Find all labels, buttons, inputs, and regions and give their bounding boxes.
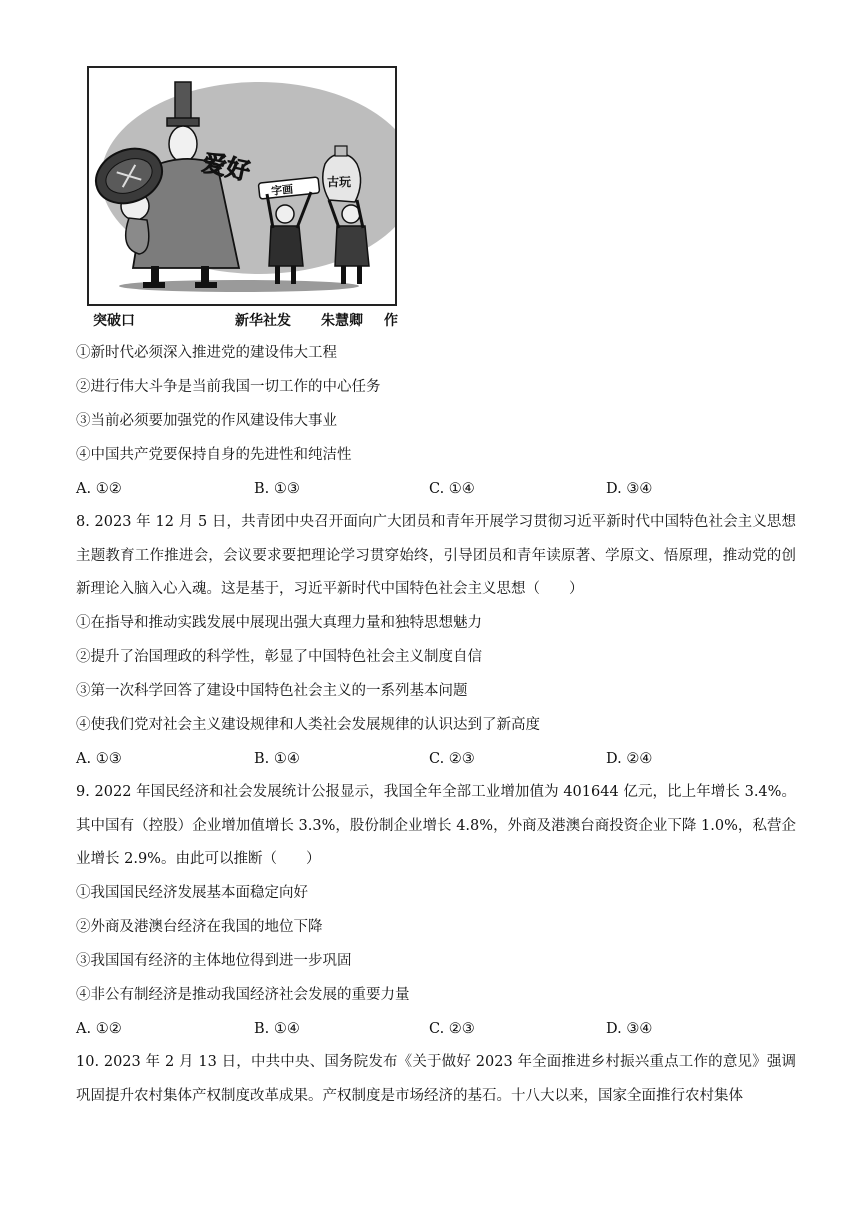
q7-options [76,479,796,499]
q8-option-c[interactable]: C. ②③ [429,751,475,767]
label-hobby: 爱好 [199,148,253,186]
q7-statement-1: ①新时代必须深入推进党的建设伟大工程 [76,345,337,361]
q9-statement-3: ③我国国有经济的主体地位得到进一步巩固 [76,953,352,969]
q9-statement-1: ①我国国民经济发展基本面稳定向好 [76,885,308,901]
q9-options [76,1019,796,1039]
label-antiques: 古玩 [327,175,352,189]
q9-option-c[interactable]: C. ②③ [429,1021,475,1037]
q8-statement-4: ④使我们党对社会主义建设规律和人类社会发展规律的认识达到了新高度 [76,717,540,733]
q9-statement-2: ②外商及港澳台经济在我国的地位下降 [76,919,323,935]
q7-option-a[interactable]: A. ①② [76,481,122,497]
q8-options [76,749,796,769]
cartoon-figure [87,66,397,306]
q8-statement-3: ③第一次科学回答了建设中国特色社会主义的一系列基本问题 [76,683,468,699]
q8-statement-2: ②提升了治国理政的科学性，彰显了中国特色社会主义制度自信 [76,649,482,665]
q8-stem: 8. 2023 年 12 月 5 日，共青团中央召开面向广大团员和青年开展学习贯彻习近平新时代中国特色社会主义思想主题教育工作推进会，会议要求要把理论学习贯穿始终，引导团员和青年读原著、学原文、悟原理，推动党的创新理论入脑入心入魂。这是基于，习近平新时代中国特色社会主义思想（ ） [76,514,796,597]
caption-source: 新华社发 [235,313,291,329]
q8-option-b[interactable]: B. ①④ [254,751,300,767]
q8-option-d[interactable]: D. ②④ [606,751,653,767]
q10-stem: 10. 2023 年 2 月 13 日，中共中央、国务院发布《关于做好 2023 年全面推进乡村振兴重点工作的意见》强调巩固提升农村集体产权制度改革成果。产权制度是市场经济的基石。十八大以来，国家全面推行农村集体 [76,1054,796,1104]
q7-statement-4: ④中国共产党要保持自身的先进性和纯洁性 [76,447,352,463]
q9-option-a[interactable]: A. ①② [76,1021,122,1037]
caption-title: 突破口 [93,313,135,329]
caption-suffix: 作 [384,313,398,329]
q8-option-a[interactable]: A. ①③ [76,751,122,767]
q7-statement-3: ③当前必须要加强党的作风建设伟大事业 [76,413,337,429]
q8-statement-1: ①在指导和推动实践发展中展现出强大真理力量和独特思想魅力 [76,615,482,631]
q7-option-c[interactable]: C. ①④ [429,481,475,497]
q9-option-b[interactable]: B. ①④ [254,1021,300,1037]
q9-statement-4: ④非公有制经济是推动我国经济社会发展的重要力量 [76,987,410,1003]
caption-author: 朱慧卿 [321,313,363,329]
cartoon-caption [93,310,413,328]
q7-statement-2: ②进行伟大斗争是当前我国一切工作的中心任务 [76,379,381,395]
q7-option-b[interactable]: B. ①③ [254,481,300,497]
q9-stem: 9. 2022 年国民经济和社会发展统计公报显示，我国全年全部工业增加值为 401644 亿元，比上年增长 3.4%。其中国有（控股）企业增加值增长 3.3%，股份制企业增长 4.8%，外商及港澳台商投资企业下降 1.0%，私营企业增长 2.9%。由此可以推断（ ） [76,784,796,867]
q7-option-d[interactable]: D. ③④ [606,481,653,497]
q9-option-d[interactable]: D. ③④ [606,1021,653,1037]
label-calligraphy: 字画 [270,182,294,198]
